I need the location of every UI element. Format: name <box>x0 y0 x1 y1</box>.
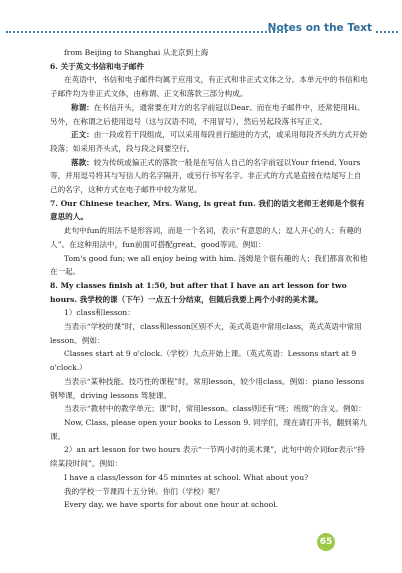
header-dotted-rule-right <box>376 31 398 33</box>
paragraph <box>50 101 368 128</box>
paragraph <box>50 156 368 197</box>
paragraph <box>50 128 368 155</box>
term-label: 落款： <box>71 157 94 167</box>
paragraph: 在英语中，书信和电子邮件均属于应用文，有正式和非正式文体之分。本单元中的书信和电子邮件均为非正式文体，由称谓、正文和落款三部分构成。 <box>50 75 368 99</box>
paragraph: 当表示“某种技能、技巧性的课程”时，常用lesson，较少用class。例如：piano lessons 钢琴课，driving lessons 驾驶课。 <box>50 376 365 400</box>
section-heading: 8. My classes finish at 1:50, but after that I have an art lesson for two hours. 我学校的课（下午）一点五十分结束，但随后我要上两个小时的美术课。 <box>50 280 347 304</box>
term-text: 由一段或若干段组成，可以采用每段首行缩进的方式，或采用每段齐头的方式开始段落；如采用齐头式，段与段之间要空行。 <box>50 130 368 153</box>
example-sentence: Every day, we have sports for about one hour at school. <box>64 500 279 510</box>
example-sentence: Now, Class, please open your books to Lesson 9. 同学们，现在请打开书，翻到第九课。 <box>50 417 367 441</box>
body-text <box>50 46 368 512</box>
section-heading: 6. 关于英文书信和电子邮件 <box>50 61 145 71</box>
term-text: 较为传统或偏正式的落款一般是在写信人自己的名字前冠以Your friend, Yours等，并用逗号将其与写信人的名字隔开，或另行书写名字。非正式的方式是直接在结尾写上自己的名字，这种方式在电子邮件中较为常见。 <box>50 157 362 195</box>
example-sentence: Tom's good fun; we all enjoy being with him. 汤姆是个很有趣的人；我们都喜欢和他在一起。 <box>50 253 368 277</box>
paragraph: 当表示“学校的课”时，class和lesson区别不大，美式英语中常用class，英式英语中常用lesson。例如： <box>50 322 362 345</box>
paragraph: 当表示“教材中的教学单元；课”时，常用lesson。class则还有“班；班级”的含义。例如： <box>64 404 366 414</box>
subheading: 1）class和lesson： <box>64 308 135 318</box>
section-heading: 7. Our Chinese teacher, Mrs. Wang, is great fun. 我们的语文老师王老师是个很有意思的人。 <box>50 198 365 222</box>
running-header <box>0 0 402 44</box>
term-label: 称谓： <box>71 102 94 112</box>
paragraph: 2）an art lesson for two hours 表示“一节两小时的美术课”，此句中的介词for表示“持续某段时间”。例如： <box>50 445 365 469</box>
term-label: 正文： <box>71 130 94 140</box>
page-number-badge: 65 <box>317 533 335 551</box>
term-text: 在书信开头，通常要在对方的名字前冠以Dear。而在电子邮件中，还常使用Hi。另外，在称谓之后使用逗号（这与汉语不同，不用冒号），然后另起段落书写正文。 <box>50 102 365 126</box>
header-dotted-rule <box>6 31 287 33</box>
example-translation: 我的学校一节课四十五分钟。你们（学校）呢？ <box>64 486 224 496</box>
paragraph: from Beijing to Shanghai 从北京到上海 <box>64 48 209 57</box>
example-sentence: I have a class/lesson for 45 minutes at school. What about you? <box>64 472 309 482</box>
header-title: Notes on the Text <box>267 22 372 34</box>
example-sentence: Classes start at 9 o'clock.（学校）九点开始上课。（英式英语：Lessons start at 9 o'clock.） <box>50 349 357 373</box>
paragraph: 此句中fun的用法不是形容词，而是一个名词，表示“有意思的人；逗人开心的人；有趣的人”。在这种用法中，fun前面可搭配great、good等词。例如： <box>50 226 362 249</box>
